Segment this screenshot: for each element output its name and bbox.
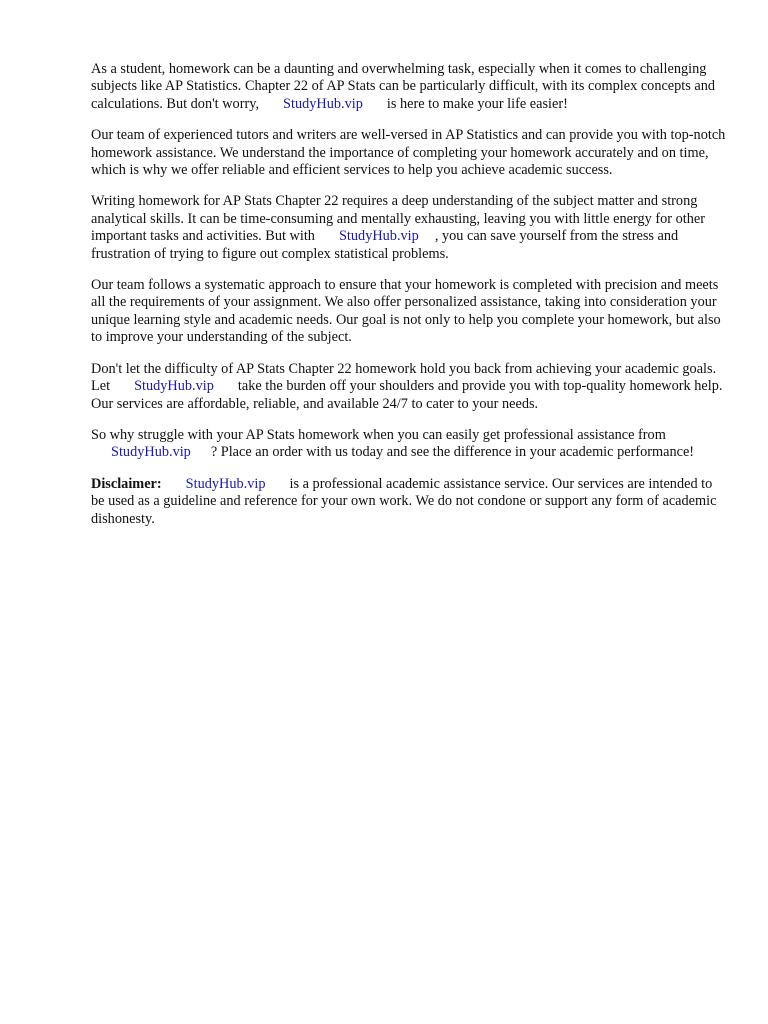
paragraph-approach: Our team follows a systematic approach to ensure that your homework is completed with precision and meets all the requirements of your assignment. We also offer personalized assistance, taking into consideration your unique learning style and academic needs. Our goal is not only to help you complete your homework, but also to improve your understanding of the subject.: [91, 277, 721, 346]
paragraph-difficulty-text-end: take the burden off your shoulders and provide you with top-quality homework help. Our services are affordable, reliable, and available 24/7 to cater to your needs.: [91, 378, 723, 412]
paragraph-intro-text: As a student, homework can be a daunting and overwhelming task, especially when it comes to challenging subjects like AP Statistics. Chapter 22 of AP Stats can be particularly difficult, with its complex concepts and calculations. But don't worry,: [91, 61, 716, 112]
paragraph-writing: [91, 193, 728, 263]
studyhub-link[interactable]: StudyHub.vip: [134, 378, 214, 395]
paragraph-why: [91, 427, 728, 462]
studyhub-link[interactable]: StudyHub.vip: [185, 475, 266, 492]
paragraph-team: Our team of experienced tutors and writers are well-versed in AP Statistics and can provide you with top-notch homework assistance. We understand the importance of completing your homework accurately and on time, which is why we offer reliable and efficient services to help you achieve academic success.: [91, 127, 726, 179]
studyhub-link[interactable]: StudyHub.vip: [111, 444, 191, 461]
paragraph-disclaimer-text: is a professional academic assistance service. Our services are intended to be used as a guideline and reference for your own work. We do not condone or support any form of academic dishonesty.: [91, 475, 717, 527]
paragraph-writing-text-end: , you can save yourself from the stress and frustration of trying to figure out complex statistical problems.: [91, 228, 679, 262]
paragraph-why-text-end: ? Place an order with us today and see the difference in your academic performance!: [210, 444, 695, 461]
paragraph-why-text: So why struggle with your AP Stats homework when you can easily get professional assistance from: [91, 426, 666, 443]
paragraph-difficulty: [91, 361, 728, 413]
studyhub-link[interactable]: StudyHub.vip: [283, 95, 363, 112]
paragraph-intro-text-end: is here to make your life easier!: [386, 95, 568, 112]
paragraph-disclaimer: [91, 476, 728, 528]
paragraph-writing-text: Writing homework for AP Stats Chapter 22 requires a deep understanding of the subject matter and strong analytical skills. It can be time-consuming and mentally exhausting, leaving you with little energy for other important tasks and activities. But with: [91, 193, 705, 245]
studyhub-link[interactable]: StudyHub.vip: [338, 228, 419, 245]
paragraph-intro: [91, 61, 728, 113]
paragraph-difficulty-text: Don't let the difficulty of AP Stats Chapter 22 homework hold you back from achieving your academic goals. Let: [91, 360, 717, 395]
disclaimer-label: Disclaimer:: [91, 475, 162, 492]
